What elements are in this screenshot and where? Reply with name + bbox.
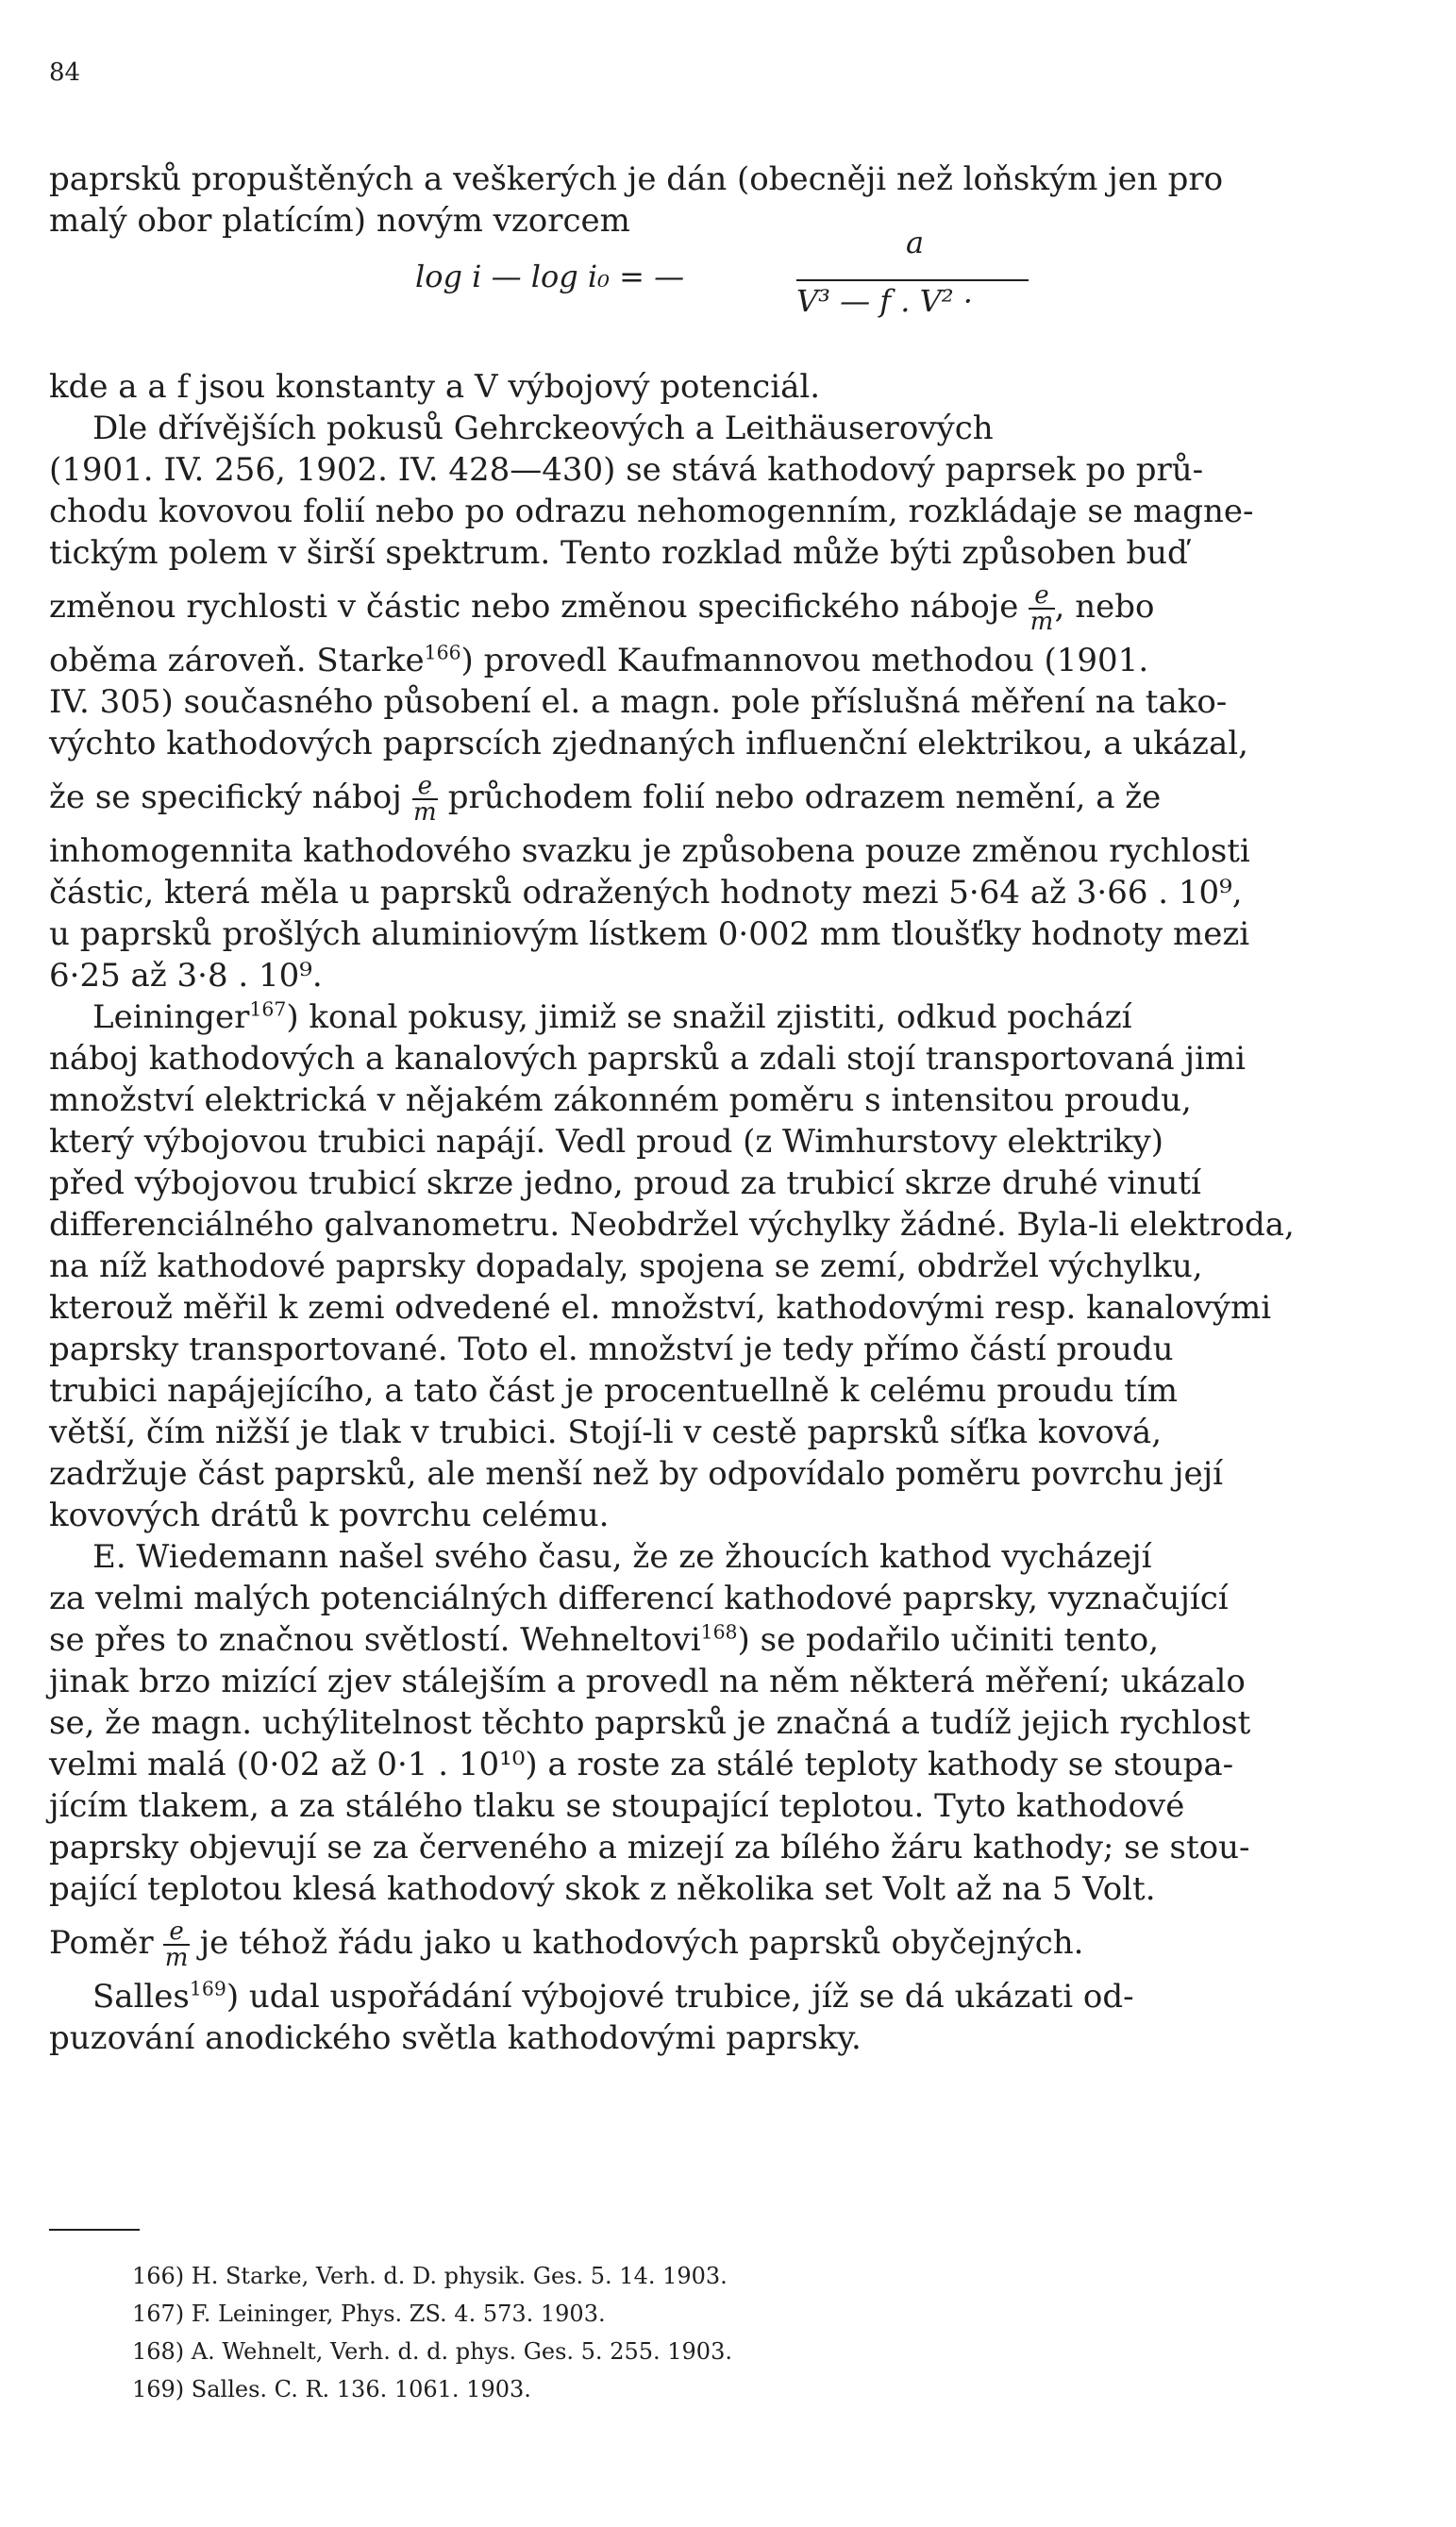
text-line: množství elektrická v nějakém zákonném poměru s intensitou proudu, <box>49 1081 1192 1119</box>
text-line: částic, která měla u paprsků odražených hodnoty mezi 5·64 až 3·66 . 10⁹, <box>49 874 1243 912</box>
footnote: 169) Salles. C. R. 136. 1061. 1903. <box>132 2376 531 2402</box>
text-line: paprsky transportované. Toto el. množství je tedy přímo částí proudu <box>49 1330 1174 1368</box>
text-line: IV. 305) současného působení el. a magn. pole příslušná měření na tako- <box>49 683 1228 721</box>
text-line: Salles$^{169}$) udal uspořádání výbojové trubice, jíž se dá ukázati od- <box>92 1977 1134 2016</box>
footnote: 167) F. Leininger, Phys. ZS. 4. 573. 1903. <box>132 2301 606 2327</box>
formula-numerator: a <box>906 225 925 260</box>
text-line: inhomogennita kathodového svazku je způsobena pouze změnou rychlosti <box>49 832 1250 870</box>
text-line: před výbojovou trubicí skrze jedno, proud za trubicí skrze druhé vinutí <box>49 1164 1201 1202</box>
formula-lhs: log i — log i₀ = — <box>415 259 685 294</box>
fraction-e-m: $\frac{e}{m}$ <box>1029 581 1054 636</box>
text-line: velmi malá (0·02 až 0·1 . 10¹⁰) a roste za stálé teploty kathody se stoupa- <box>49 1746 1234 1783</box>
formula-denominator: V³ — f . V² · <box>796 283 973 319</box>
text-line: 6·25 až 3·8 . 10⁹. <box>49 957 323 995</box>
fraction-e-m: $\frac{e}{m}$ <box>164 1917 189 1972</box>
text-line: Leininger$^{167}$) konal pokusy, jimiž se snažil zjistiti, odkud pochází <box>92 997 1132 1036</box>
text-line: větší, čím nižší je tlak v trubici. Stojí-li v cestě paprsků síťka kovová, <box>49 1414 1163 1451</box>
text-line: za velmi malých potenciálných differencí kathodové paprsky, vyznačující <box>49 1580 1229 1617</box>
text-line: se přes to značnou světlostí. Wehneltovi$^{168}$) se podařilo učiniti tento, <box>49 1620 1160 1659</box>
text-line: pající teplotou klesá kathodový skok z několika set Volt až na 5 Volt. <box>49 1870 1156 1908</box>
text-line: Dle dřívějších pokusů Gehrckeových a Leithäuserových <box>92 410 994 447</box>
text-line: paprsky objevují se za červeného a mizejí za bílého žáru kathody; se stou- <box>49 1829 1250 1866</box>
text-line: (1901. IV. 256, 1902. IV. 428—430) se stává kathodový paprsek po prů- <box>49 451 1204 489</box>
text-line: puzování anodického světla kathodovými paprsky. <box>49 2019 862 2057</box>
text-line: paprsků propuštěných a veškerých je dán (obecněji než loňským jen pro <box>49 160 1224 198</box>
text-line: trubici napájejícího, a tato část je procentuellně k celému proudu tím <box>49 1372 1178 1410</box>
body-text <box>49 159 1406 2059</box>
footnote: 166) H. Starke, Verh. d. D. physik. Ges. 5. 14. 1903. <box>132 2263 728 2289</box>
text-line: tickým polem v širší spektrum. Tento rozklad může býti způsoben buď <box>49 534 1188 572</box>
fraction-e-m: $\frac{e}{m}$ <box>412 772 437 827</box>
text-line: se, že magn. uchýlitelnost těchto paprsků je značná a tudíž jejich rychlost <box>49 1704 1251 1742</box>
text-line: differenciálného galvanometru. Neobdržel výchylky žádné. Byla-li elektroda, <box>49 1206 1295 1244</box>
text-line: oběma zároveň. Starke$^{166}$) provedl Kaufmannovou methodou (1901. <box>49 641 1149 679</box>
text-line: který výbojovou trubici napájí. Vedl proud (z Wimhurstovy elektriky) <box>49 1123 1163 1161</box>
text-line: u paprsků prošlých aluminiovým lístkem 0·002 mm tloušťky hodnoty mezi <box>49 915 1250 953</box>
text-line: malý obor platícím) novým vzorcem <box>49 202 630 240</box>
text-line: výchto kathodových paprscích zjednaných influenční elektrikou, a ukázal, <box>49 725 1248 762</box>
text-line: jinak brzo mizící zjev stálejším a provedl na něm některá měření; ukázalo <box>49 1663 1246 1700</box>
text-line: že se specifický náboj $\frac{e}{m}$ průchodem folií nebo odrazem nemění, a že <box>49 772 1162 827</box>
footnote-rule <box>49 2229 140 2231</box>
text-line: na níž kathodové paprsky dopadaly, spojena se zemí, obdržel výchylku, <box>49 1247 1203 1285</box>
formula-spacer <box>49 242 1406 366</box>
page-number: 84 <box>49 59 81 87</box>
footnotes <box>132 2257 732 2408</box>
text-line: E. Wiedemann našel svého času, že ze žhoucích kathod vycházejí <box>92 1538 1152 1576</box>
text-line: chodu kovovou folií nebo po odrazu nehomogenním, rozkládaje se magne- <box>49 493 1254 530</box>
text-line: jícím tlakem, a za stálého tlaku se stoupající teplotou. Tyto kathodové <box>49 1787 1185 1825</box>
footnote: 168) A. Wehnelt, Verh. d. d. phys. Ges. 5. 255. 1903. <box>132 2338 732 2365</box>
text-line: náboj kathodových a kanalových paprsků a zdali stojí transportovaná jimi <box>49 1040 1247 1078</box>
text-line: kde a a f jsou konstanty a V výbojový potenciál. <box>49 368 821 406</box>
text-line: Poměr $\frac{e}{m}$ je téhož řádu jako u kathodových paprsků obyčejných. <box>49 1917 1084 1972</box>
text-line: změnou rychlosti v částic nebo změnou specifického náboje $\frac{e}{m}$ , nebo <box>49 581 1155 636</box>
text-line: zadržuje část paprsků, ale menší než by odpovídalo poměru povrchu její <box>49 1455 1224 1493</box>
text-line: kterouž měřil k zemi odvedené el. množství, kathodovými resp. kanalovými <box>49 1289 1272 1327</box>
text-line: kovových drátů k povrchu celému. <box>49 1497 610 1534</box>
